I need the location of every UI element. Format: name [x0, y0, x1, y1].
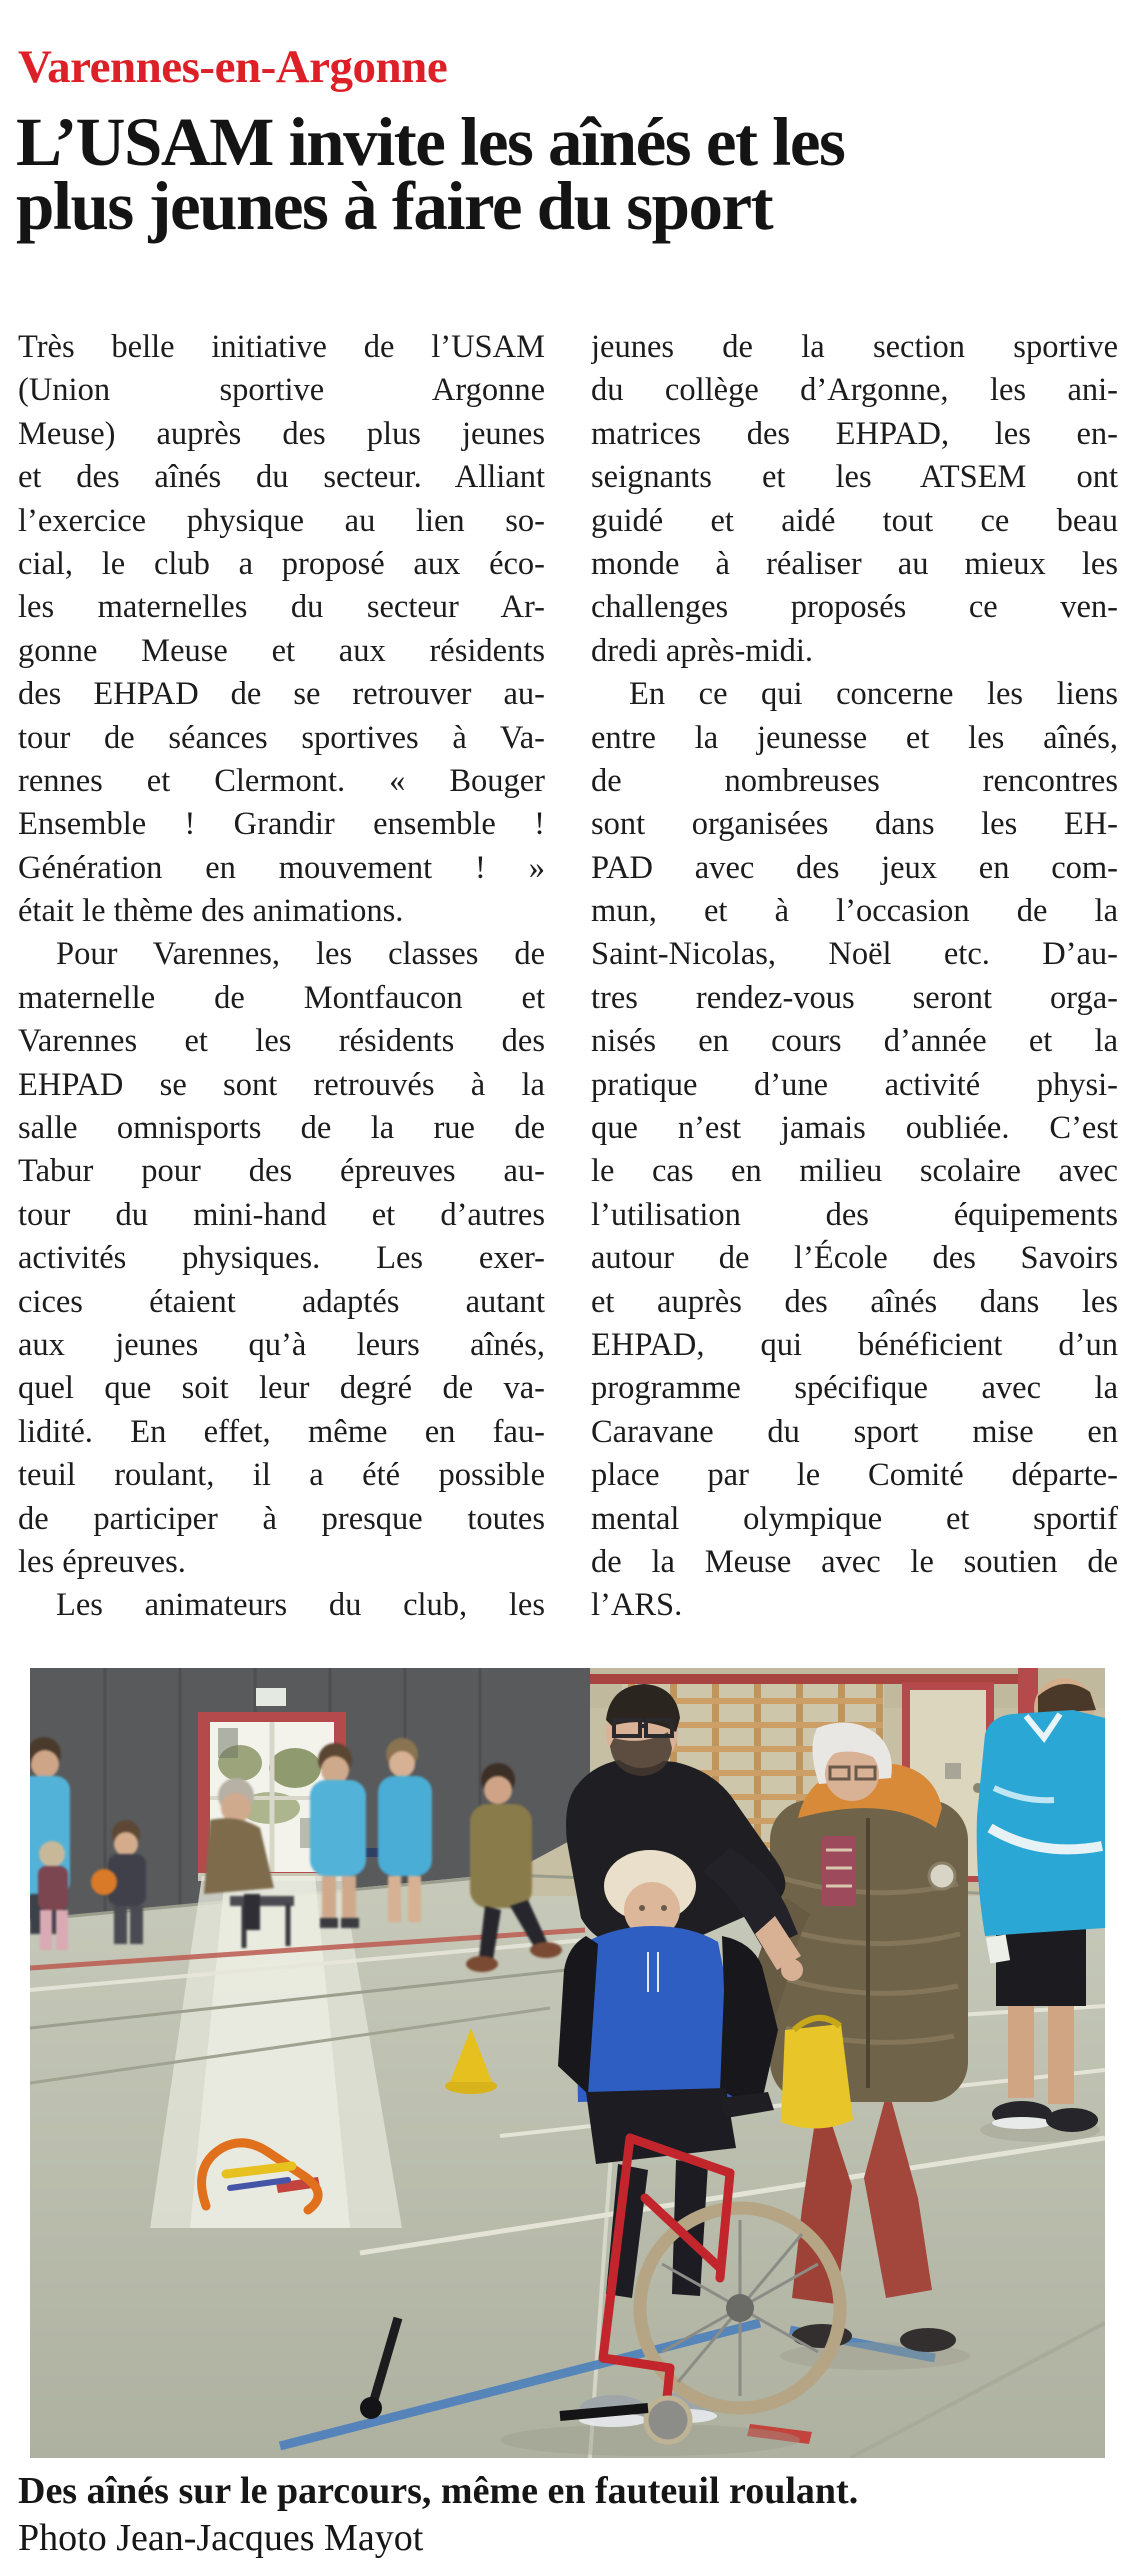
- article-text-line: le cas en milieu scolaire avec: [591, 1153, 1118, 1190]
- article-headline: [16, 104, 1124, 244]
- article-text-line: Caravane du sport mise en: [591, 1413, 1118, 1450]
- article-text-line: pratique d’une activité physi-: [591, 1066, 1118, 1103]
- article-text-line: du collège d’Argonne, les ani-: [591, 372, 1118, 409]
- article-text-line: guidé et aidé tout ce beau: [591, 502, 1118, 539]
- headline-line-2: plus jeunes à faire du sport: [16, 168, 773, 244]
- article-text-line: matrices des EHPAD, les en-: [591, 415, 1118, 452]
- article-text-line: EHPAD se sont retrouvés à la: [18, 1066, 545, 1103]
- article-text-line: quel que soit leur degré de va-: [18, 1370, 545, 1407]
- article-text-line: de la Meuse avec le soutien de: [591, 1543, 1118, 1580]
- article-photo: [30, 1668, 1105, 2458]
- article-text-line: de nombreuses rencontres: [591, 762, 1118, 799]
- article-text-line: Varennes et les résidents des: [18, 1023, 545, 1060]
- article-text-line: Ensemble ! Grandir ensemble !: [18, 806, 545, 843]
- article-text-line: place par le Comité départe-: [591, 1457, 1118, 1494]
- article-body: [18, 326, 1118, 1628]
- article-text-line: seignants et les ATSEM ont: [591, 459, 1118, 496]
- article-text-line: cial, le club a proposé aux éco-: [18, 545, 545, 582]
- article-text-line: challenges proposés ce ven-: [591, 589, 1118, 626]
- article-text-line: et des aînés du secteur. Alliant: [18, 459, 545, 496]
- article-text-line: monde à réaliser au mieux les: [591, 545, 1118, 582]
- article-text-line: tour du mini-hand et d’autres: [18, 1196, 545, 1233]
- article-text-line: teuil roulant, il a été possible: [18, 1457, 545, 1494]
- article-text-line: des EHPAD de se retrouver au-: [18, 676, 545, 713]
- article-text-line: cices étaient adaptés autant: [18, 1283, 545, 1320]
- article-text-line: (Union sportive Argonne: [18, 372, 545, 409]
- article-text-line: Très belle initiative de l’USAM: [18, 329, 545, 365]
- article-text-line: PAD avec des jeux en com-: [591, 849, 1118, 886]
- article-text-line: Les animateurs du club, les: [56, 1587, 545, 1624]
- article-text-line: de participer à presque toutes: [18, 1500, 545, 1537]
- article-text-line: sont organisées dans les EH-: [591, 806, 1118, 843]
- article-text-line: gonne Meuse et aux résidents: [18, 632, 545, 669]
- article-text-line: Génération en mouvement ! »: [18, 849, 545, 886]
- article-text-line: et auprès des aînés dans les: [591, 1283, 1118, 1320]
- exit-sign: [256, 1688, 286, 1706]
- article-text-line: lidité. En effet, même en fau-: [18, 1413, 545, 1450]
- article-column-left: [18, 326, 545, 1628]
- photo-caption: [18, 2468, 863, 2562]
- article-text-line: tour de séances sportives à Va-: [18, 719, 545, 756]
- headline-line-1: L’USAM invite les aînés et les: [16, 104, 845, 180]
- article-text-line: Tabur pour des épreuves au-: [18, 1153, 545, 1190]
- article-text-line: mun, et à l’occasion de la: [591, 893, 1118, 930]
- article-text-line: nisés en cours d’année et la: [591, 1023, 1118, 1060]
- article-text-line: entre la jeunesse et les aînés,: [591, 719, 1118, 756]
- article-text-line: Pour Varennes, les classes de: [56, 936, 545, 973]
- article-text-line: activités physiques. Les exer-: [18, 1240, 545, 1277]
- article-text-line: les maternelles du secteur Ar-: [18, 589, 545, 626]
- article-text-line: était le thème des animations.: [18, 893, 404, 930]
- article-text-line: En ce qui concerne les liens: [629, 676, 1118, 713]
- article-text-line: salle omnisports de la rue de: [18, 1110, 545, 1147]
- article-text-line: maternelle de Montfaucon et: [18, 979, 545, 1016]
- article-text-line: EHPAD, qui bénéficient d’un: [591, 1326, 1118, 1363]
- article-text-line: mental olympique et sportif: [591, 1500, 1118, 1537]
- article-text-line: dredi après-midi.: [591, 632, 814, 669]
- article-text-line: Meuse) auprès des plus jeunes: [18, 415, 545, 452]
- gym-photo-scene: [30, 1668, 1105, 2458]
- article-text-line: Saint-Nicolas, Noël etc. D’au-: [591, 936, 1118, 973]
- article-text-line: jeunes de la section sportive: [591, 329, 1118, 365]
- article-text-line: autour de l’École des Savoirs: [591, 1240, 1118, 1277]
- article-text-line: les épreuves.: [18, 1543, 186, 1580]
- photo-caption-credit: Photo Jean-Jacques Mayot: [18, 2517, 424, 2559]
- article-text-line: aux jeunes qu’à leurs aînés,: [18, 1326, 545, 1363]
- yellow-bag: [781, 2024, 853, 2129]
- article-text-line: l’ARS.: [591, 1587, 683, 1624]
- photo-caption-text: Des aînés sur le parcours, même en fauteuil roulant.: [18, 2470, 859, 2512]
- article-column-right: [591, 326, 1118, 1628]
- article-text-line: l’exercice physique au lien so-: [18, 502, 545, 539]
- section-kicker: Varennes-en-Argonne: [18, 41, 448, 93]
- article-text-line: que n’est jamais oubliée. C’est: [591, 1110, 1118, 1147]
- article-text-line: l’utilisation des équipements: [591, 1196, 1118, 1233]
- article-text-line: tres rendez-vous seront orga-: [591, 979, 1118, 1016]
- article-text-line: rennes et Clermont. « Bouger: [18, 762, 545, 799]
- article-text-line: programme spécifique avec la: [591, 1370, 1118, 1407]
